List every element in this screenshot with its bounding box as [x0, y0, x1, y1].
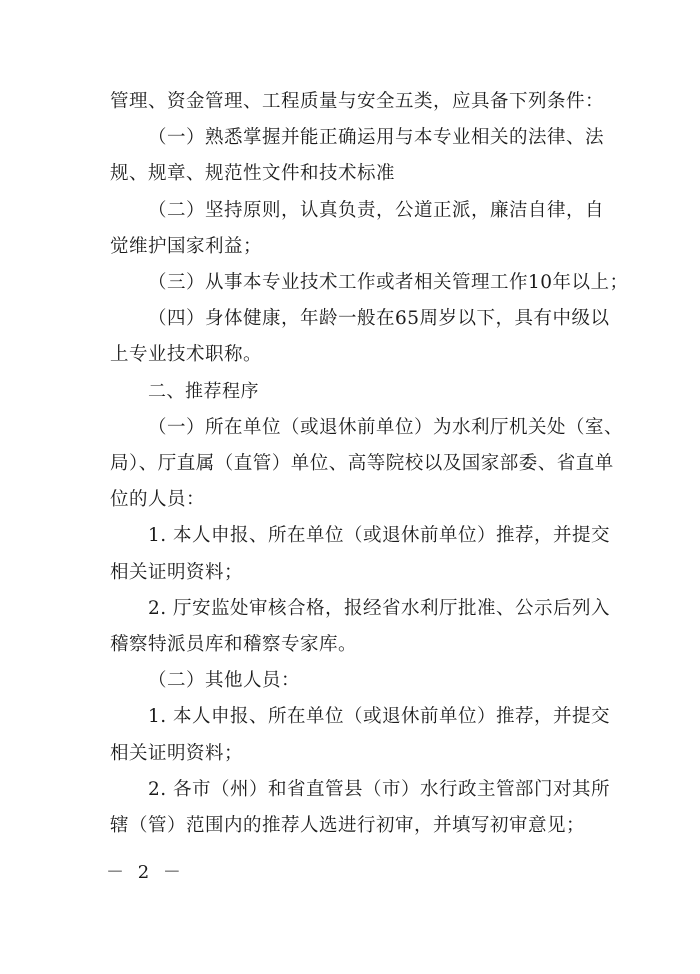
text-line-8: 上专业技术职称。: [110, 344, 263, 366]
text-line-19: 相关证明资料；: [110, 742, 244, 764]
text-line-16: 稽察特派员库和稽察专家库。: [110, 634, 358, 655]
text-line-14: 相关证明资料；: [110, 561, 244, 583]
text-line-2: （一）熟悉掌握并能正确运用与本专业相关的法律、法: [148, 127, 605, 149]
text-line-11: 局）、厅直属（直管）单位、高等院校以及国家部委、省直单: [110, 453, 614, 474]
text-line-21: 辖（管）范围内的推荐人选进行初审，并填写初审意见；: [110, 815, 586, 836]
text-line-3: 规、规章、规范性文件和技术标准: [110, 163, 396, 185]
text-line-7: （四）身体健康，年龄一般在65周岁以下，具有中级以: [148, 308, 610, 330]
text-line-10: （一）所在单位（或退休前单位）为水利厅机关处（室、: [148, 416, 624, 438]
text-line-15: 2. 厅安监处审核合格，报经省水利厅批准、公示后列入: [148, 597, 611, 619]
text-line-1: 管理、资金管理、工程质量与安全五类，应具备下列条件：: [110, 91, 605, 112]
text-line-18: 1. 本人申报、所在单位（或退休前单位）推荐，并提交: [148, 706, 611, 728]
text-line-4: （二）坚持原则，认真负责，公道正派，廉洁自律，自: [148, 199, 605, 221]
section-heading: 二、推荐程序: [148, 380, 259, 402]
text-line-20: 2. 各市（州）和省直管县（市）水行政主管部门对其所: [148, 778, 611, 800]
text-line-17: （二）其他人员：: [148, 670, 301, 692]
text-line-13: 1. 本人申报、所在单位（或退休前单位）推荐，并提交: [148, 525, 611, 547]
page-number: － 2 －: [106, 862, 185, 883]
text-line-5: 觉维护国家利益；: [110, 235, 263, 257]
text-line-6: （三）从事本专业技术工作或者相关管理工作10年以上；: [148, 272, 629, 293]
text-line-12: 位的人员：: [110, 489, 206, 511]
